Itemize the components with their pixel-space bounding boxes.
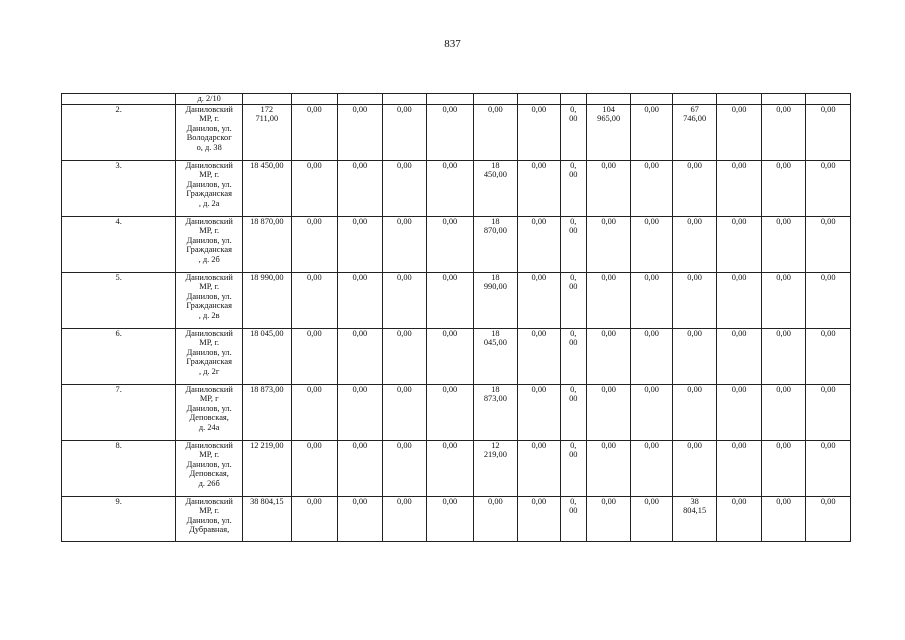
cell-value: 0,00 xyxy=(518,440,560,496)
cell-value xyxy=(586,94,631,105)
cell-value: 0,00 xyxy=(717,496,762,541)
cell-value: 0,00 xyxy=(761,440,806,496)
cell-value: 0,00 xyxy=(427,328,474,384)
cell-value: 0, 00 xyxy=(560,328,586,384)
cell-value: 0,00 xyxy=(291,328,338,384)
cell-value xyxy=(631,94,672,105)
cell-value xyxy=(672,94,717,105)
cell-value: 0,00 xyxy=(761,160,806,216)
table-row xyxy=(62,384,851,440)
cell-value: 67 746,00 xyxy=(672,104,717,160)
cell-address: Даниловский МР, г. Данилов, ул. Гражданская , д. 2а xyxy=(176,160,243,216)
cell-address: Даниловский МР, г Данилов, ул. Деповская, д. 24а xyxy=(176,384,243,440)
cell-value: 18 873,00 xyxy=(473,384,518,440)
cell-value: 18 990,00 xyxy=(243,272,292,328)
cell-value: 0,00 xyxy=(631,104,672,160)
cell-value: 0,00 xyxy=(518,272,560,328)
table-row xyxy=(62,328,851,384)
cell-address: Даниловский МР, г. Данилов, ул. Гражданская , д. 2г xyxy=(176,328,243,384)
cell-value xyxy=(806,94,851,105)
cell-value: 0,00 xyxy=(586,496,631,541)
cell-value: 0,00 xyxy=(717,272,762,328)
cell-value: 18 045,00 xyxy=(473,328,518,384)
cell-address: Даниловский МР, г. Данилов, ул. Володарског о, д. 38 xyxy=(176,104,243,160)
cell-value xyxy=(427,94,474,105)
cell-value: 0,00 xyxy=(586,384,631,440)
cell-value: 0,00 xyxy=(806,104,851,160)
cell-value: 0,00 xyxy=(631,384,672,440)
cell-value: 0,00 xyxy=(761,328,806,384)
cell-value: 0,00 xyxy=(631,160,672,216)
cell-value: 0,00 xyxy=(338,496,383,541)
cell-value: 12 219,00 xyxy=(243,440,292,496)
cell-value: 0,00 xyxy=(382,496,427,541)
cell-value: 0,00 xyxy=(291,496,338,541)
cell-value: 18 450,00 xyxy=(243,160,292,216)
cell-value xyxy=(338,94,383,105)
table-row xyxy=(62,272,851,328)
cell-value: 0,00 xyxy=(717,160,762,216)
cell-value: 0,00 xyxy=(382,160,427,216)
cell-value xyxy=(243,94,292,105)
cell-value: 0,00 xyxy=(518,384,560,440)
cell-value: 0,00 xyxy=(338,384,383,440)
cell-value: 0,00 xyxy=(806,328,851,384)
cell-value: 0,00 xyxy=(518,328,560,384)
cell-address: Даниловский МР, г. Данилов, ул. Гражданская , д. 2б xyxy=(176,216,243,272)
cell-value: 0,00 xyxy=(672,160,717,216)
cell-value: 0,00 xyxy=(291,440,338,496)
cell-value: 0,00 xyxy=(761,496,806,541)
cell-value: 0,00 xyxy=(586,440,631,496)
cell-value: 0,00 xyxy=(672,384,717,440)
cell-value: 0,00 xyxy=(338,328,383,384)
cell-value xyxy=(717,94,762,105)
cell-value: 0,00 xyxy=(291,216,338,272)
cell-value: 0,00 xyxy=(761,272,806,328)
cell-value: 0,00 xyxy=(586,272,631,328)
cell-num: 8. xyxy=(62,440,176,496)
cell-value: 18 045,00 xyxy=(243,328,292,384)
data-table xyxy=(61,93,851,542)
cell-value: 38 804,15 xyxy=(672,496,717,541)
cell-value: 0,00 xyxy=(806,216,851,272)
cell-value: 104 965,00 xyxy=(586,104,631,160)
cell-value: 0,00 xyxy=(806,160,851,216)
cell-value: 0,00 xyxy=(717,104,762,160)
cell-value: 0,00 xyxy=(291,104,338,160)
cell-value: 0,00 xyxy=(338,440,383,496)
cell-value: 0, 00 xyxy=(560,440,586,496)
cell-value: 0,00 xyxy=(717,440,762,496)
cell-value: 0,00 xyxy=(631,272,672,328)
cell-value: 0,00 xyxy=(382,328,427,384)
cell-value: 0,00 xyxy=(518,216,560,272)
cell-value: 0,00 xyxy=(631,216,672,272)
cell-num: 2. xyxy=(62,104,176,160)
cell-value: 0,00 xyxy=(586,328,631,384)
cell-value xyxy=(291,94,338,105)
cell-value: 0,00 xyxy=(291,272,338,328)
cell-value: 0,00 xyxy=(717,328,762,384)
cell-value: 38 804,15 xyxy=(243,496,292,541)
cell-value xyxy=(382,94,427,105)
cell-address: Даниловский МР, г. Данилов, ул. Гражданская , д. 2в xyxy=(176,272,243,328)
cell-value: 0,00 xyxy=(427,440,474,496)
cell-value: 0,00 xyxy=(473,496,518,541)
table-row xyxy=(62,104,851,160)
cell-num: 4. xyxy=(62,216,176,272)
cell-value: 18 870,00 xyxy=(243,216,292,272)
cell-value: 0,00 xyxy=(672,216,717,272)
cell-value: 0,00 xyxy=(382,272,427,328)
cell-value: 0,00 xyxy=(631,328,672,384)
cell-value: 0, 00 xyxy=(560,496,586,541)
cell-value: 0,00 xyxy=(338,272,383,328)
cell-value: 0,00 xyxy=(761,216,806,272)
cell-value: 0,00 xyxy=(291,384,338,440)
cell-value: 0, 00 xyxy=(560,384,586,440)
cell-value: 0,00 xyxy=(806,272,851,328)
cell-value: 18 990,00 xyxy=(473,272,518,328)
cell-value: 0,00 xyxy=(672,272,717,328)
cell-value: 0,00 xyxy=(382,440,427,496)
cell-value: 0,00 xyxy=(427,272,474,328)
cell-num: 9. xyxy=(62,496,176,541)
cell-value: 0,00 xyxy=(717,216,762,272)
cell-value: 0,00 xyxy=(518,496,560,541)
cell-value: 0,00 xyxy=(427,160,474,216)
cell-value: 18 450,00 xyxy=(473,160,518,216)
cell-value: 0,00 xyxy=(427,104,474,160)
table-row xyxy=(62,216,851,272)
cell-value xyxy=(560,94,586,105)
cell-value: 0,00 xyxy=(473,104,518,160)
table-row xyxy=(62,496,851,541)
cell-value: 18 870,00 xyxy=(473,216,518,272)
cell-address: Даниловский МР, г. Данилов, ул. Деповская, д. 26б xyxy=(176,440,243,496)
cell-value: 18 873,00 xyxy=(243,384,292,440)
cell-value: 0,00 xyxy=(427,216,474,272)
cell-value xyxy=(761,94,806,105)
cell-num: 5. xyxy=(62,272,176,328)
cell-value: 0,00 xyxy=(338,160,383,216)
cell-value: 0, 00 xyxy=(560,104,586,160)
cell-value: 172 711,00 xyxy=(243,104,292,160)
cell-num: 7. xyxy=(62,384,176,440)
cell-value: 0,00 xyxy=(427,496,474,541)
cell-value: 0,00 xyxy=(761,384,806,440)
cell-value: 0, 00 xyxy=(560,272,586,328)
cell-value: 0,00 xyxy=(382,384,427,440)
page-number: 837 xyxy=(444,38,461,50)
cell-num xyxy=(62,94,176,105)
cell-value: 0,00 xyxy=(631,440,672,496)
cell-value xyxy=(473,94,518,105)
cell-value: 0,00 xyxy=(717,384,762,440)
cell-value: 0,00 xyxy=(291,160,338,216)
cell-num: 3. xyxy=(62,160,176,216)
cell-value: 0, 00 xyxy=(560,160,586,216)
cell-value: 0,00 xyxy=(338,216,383,272)
cell-value: 0,00 xyxy=(518,104,560,160)
cell-address: Даниловский МР, г. Данилов, ул. Дубравная, xyxy=(176,496,243,541)
cell-value: 12 219,00 xyxy=(473,440,518,496)
cell-value: 0,00 xyxy=(806,384,851,440)
cell-value xyxy=(518,94,560,105)
cell-value: 0,00 xyxy=(806,496,851,541)
table-row-continuation xyxy=(62,94,851,105)
cell-value: 0,00 xyxy=(672,440,717,496)
cell-value: 0,00 xyxy=(806,440,851,496)
cell-value: 0,00 xyxy=(382,104,427,160)
table-row xyxy=(62,160,851,216)
cell-value: 0,00 xyxy=(761,104,806,160)
table-row xyxy=(62,440,851,496)
cell-address: д. 2/10 xyxy=(176,94,243,105)
cell-value: 0,00 xyxy=(518,160,560,216)
cell-value: 0,00 xyxy=(586,160,631,216)
cell-num: 6. xyxy=(62,328,176,384)
cell-value: 0,00 xyxy=(631,496,672,541)
cell-value: 0,00 xyxy=(382,216,427,272)
cell-value: 0,00 xyxy=(586,216,631,272)
cell-value: 0,00 xyxy=(427,384,474,440)
cell-value: 0, 00 xyxy=(560,216,586,272)
cell-value: 0,00 xyxy=(672,328,717,384)
cell-value: 0,00 xyxy=(338,104,383,160)
